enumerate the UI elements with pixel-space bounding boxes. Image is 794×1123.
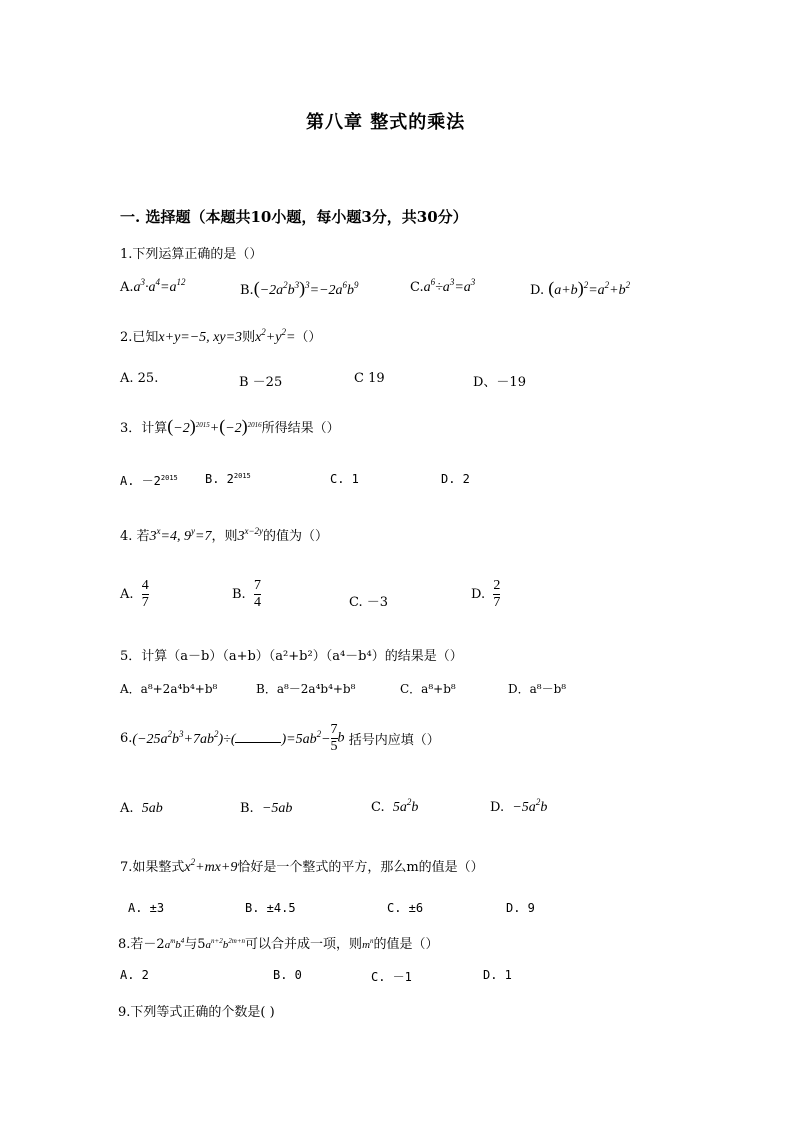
option-b-exponent: 2015 (233, 472, 251, 480)
question-8-stem (118, 933, 439, 952)
question-6-option-b (240, 801, 292, 817)
option-c-formula: $5a^2b$ (392, 797, 419, 815)
question-1-option-c (410, 277, 476, 296)
option-c-label: C. (410, 280, 424, 295)
stem-text: 3．计算 (120, 421, 168, 436)
numerator: 4 (141, 578, 149, 593)
stem-text: 则 (242, 330, 256, 345)
question-2-option-d: D、－19 (473, 375, 526, 390)
denominator: 4 (253, 595, 261, 610)
stem-formula: $x^2+y^2=$ (255, 327, 296, 345)
stem-text: （） (295, 330, 322, 345)
option-d-formula: $-5a^2b$ (512, 797, 548, 815)
option-a-label: A. (120, 801, 134, 816)
question-1-option-d (530, 278, 630, 299)
option-b-formula: −5ab (261, 801, 293, 816)
option-a-fraction (142, 578, 149, 611)
option-b-text: B. 2 (205, 472, 234, 486)
question-8-option-a: A. 2 (120, 968, 149, 982)
question-5-option-b: B．a⁸－2a⁴b⁴+b⁸ (256, 682, 356, 696)
question-5-option-c: C．a⁸+b⁸ (400, 682, 456, 696)
stem-formula: $a^{n+2}b^{2m+n}$ (205, 937, 246, 951)
numerator: 7 (330, 722, 338, 737)
stem-formula: x+y=−5, xy=3 (158, 330, 243, 345)
question-3-option-c: C. 1 (330, 472, 359, 486)
section-heading: 一. 选择题（本题共10小题，每小题3分，共30分） (120, 208, 468, 226)
option-d-label: D. (490, 800, 505, 815)
option-b-label: B. (240, 283, 254, 298)
question-3-option-a (120, 472, 178, 489)
option-b-label: B. (240, 801, 254, 816)
page-title: 第八章 整式的乘法 (306, 112, 466, 133)
stem-formula: b (337, 730, 345, 746)
stem-text: 的值为（） (263, 529, 329, 544)
question-5-option-d: D．a⁸－b⁸ (508, 682, 567, 696)
question-4-option-c: C. －3 (349, 595, 389, 610)
stem-text: 与5 (184, 937, 206, 952)
question-4-option-d (471, 578, 500, 611)
question-2-option-a: A. 25. (120, 371, 159, 386)
question-5-option-a: A．a⁸+2a⁴b⁴+b⁸ (120, 682, 218, 696)
question-7-option-c: C. ±6 (387, 901, 424, 915)
stem-text: 4. 若 (120, 529, 150, 544)
stem-text: 7.如果整式 (120, 860, 185, 875)
question-2-option-b: B －25 (239, 375, 283, 390)
stem-formula: $(-2)^{2015}+(-2)^{2016}$ (167, 416, 262, 436)
stem-text: 括号内应填（） (348, 733, 440, 748)
question-1-stem: 1.下列运算正确的是（） (120, 247, 263, 262)
question-4-option-b (232, 578, 261, 611)
question-7-option-d: D. 9 (506, 901, 535, 915)
answer-blank[interactable] (235, 730, 281, 743)
question-4-option-a (120, 578, 149, 611)
stem-formula: $m^n$ (362, 937, 374, 951)
stem-formula: $3^{x-2y}$ (237, 526, 264, 544)
option-d-fraction (493, 578, 500, 611)
option-b-label: B. (232, 587, 246, 602)
option-a-label: A. (120, 280, 134, 295)
question-6-stem (120, 722, 440, 755)
stem-text: 2.已知 (120, 330, 159, 345)
option-a-exponent: 2015 (160, 474, 178, 482)
option-d-label: D. (530, 283, 545, 298)
question-8-option-b: B. 0 (273, 968, 302, 982)
option-a-formula: $a^3\cdot a^4=a^{12}$ (133, 277, 186, 295)
question-3-option-b (205, 472, 251, 486)
option-c-label: C. (371, 800, 385, 815)
stem-text: 恰好是一个整式的平方，那么m的值是（） (237, 860, 484, 875)
question-1-options (120, 277, 186, 296)
question-5-stem: 5．计算（a－b）（a+b）（a²+b²）（a⁴－b⁴）的结果是（） (120, 649, 463, 664)
stem-text: 所得结果（） (261, 421, 340, 436)
question-3-option-d: D. 2 (441, 472, 470, 486)
question-7-option-a: A. ±3 (128, 901, 165, 915)
stem-text: 可以合并成一项，则 (245, 937, 363, 952)
question-7-stem (120, 856, 484, 876)
option-d-formula: $(a+b)^2=a^2+b^2$ (548, 278, 631, 298)
stem-text: 8.若－2 (118, 937, 165, 952)
option-b-fraction (254, 578, 261, 611)
question-8-option-d: D. 1 (483, 968, 512, 982)
numerator: 7 (253, 578, 261, 593)
question-7-option-b: B. ±4.5 (245, 901, 296, 915)
stem-text: 的值是（） (373, 937, 439, 952)
question-8-option-c: C. －1 (371, 970, 412, 984)
option-b-formula: $(-2a^2b^3)^3=-2a^6b^9$ (253, 278, 359, 298)
stem-formula: $(-25a^2b^3+7ab^2)\div$( )$=5ab^2-$ (132, 728, 331, 747)
denominator: 7 (141, 595, 149, 610)
question-3-stem (120, 416, 340, 437)
option-c-formula: $a^6\div a^3=a^3$ (423, 277, 476, 295)
question-1-option-b (240, 278, 359, 299)
question-4-stem (120, 525, 328, 545)
question-6-option-a (120, 801, 163, 817)
stem-fraction (331, 722, 338, 755)
question-9-stem: 9.下列等式正确的个数是( ) (118, 1005, 275, 1020)
stem-text: 6. (120, 731, 133, 746)
denominator: 5 (330, 739, 338, 754)
stem-text: ，则 (211, 529, 238, 544)
numerator: 2 (493, 578, 501, 593)
option-a-label: A. (120, 587, 134, 602)
option-a-formula: 5ab (141, 801, 163, 816)
stem-formula: $x^2+mx+9$ (184, 857, 238, 875)
question-6-option-d (490, 797, 548, 816)
question-6-option-c (371, 797, 419, 816)
stem-formula: $3^x=4$, $9^y=7$ (149, 526, 212, 544)
denominator: 7 (493, 595, 501, 610)
question-2-stem (120, 326, 321, 346)
stem-formula: $a^mb^4$ (164, 937, 185, 951)
option-a-text: A. －2 (120, 474, 161, 488)
option-d-label: D. (471, 587, 486, 602)
question-2-option-c: C 19 (354, 371, 385, 386)
